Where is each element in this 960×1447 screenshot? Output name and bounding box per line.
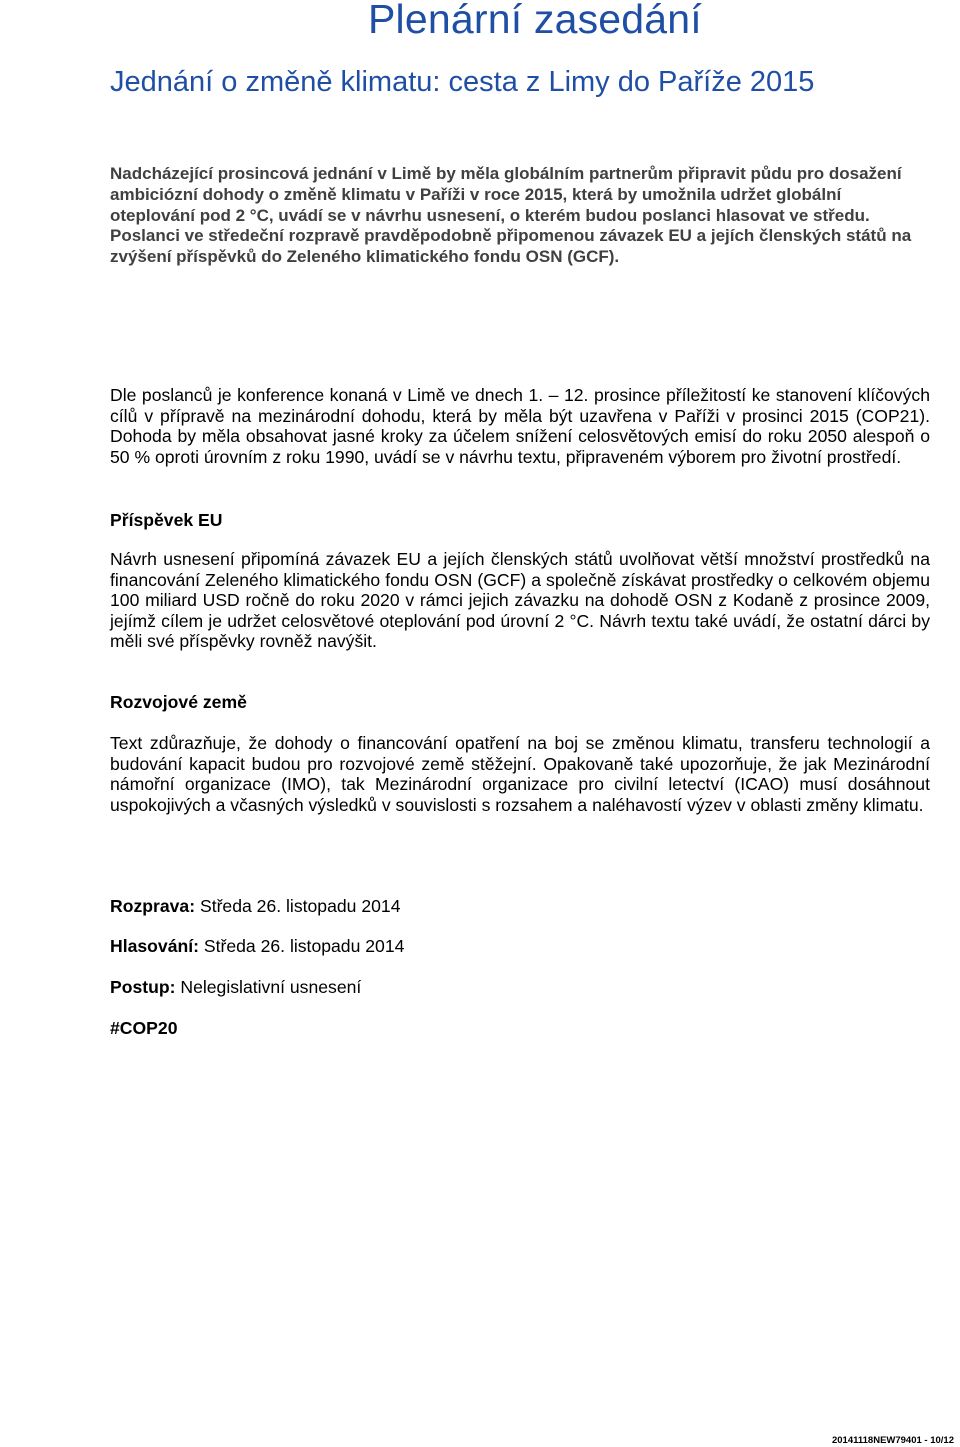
hashtag: #COP20 [110,1018,178,1038]
page-title: Plenární zasedání [368,0,702,42]
footer-document-code: 20141118NEW79401 - 10/12 [831,1435,954,1446]
developing-countries-paragraph: Text zdůrazňuje, že dohody o financování opatření na boj se změnou klimatu, transferu technologií a budování kapacit budou pro rozvojové země stěžejní. Opakovaně také upozorňuje, že jak Mezinárodní námořní organizace (IMO), tak Mezinárodní organizace pro civilní letectví (ICAO) musí dosáhnout uspokojivých a včasných výsledků v souvislosti s rozsahem a naléhavostí výzev v oblasti změny klimatu. [110,733,930,815]
debate-value: Středa 26. listopadu 2014 [199,896,401,916]
eu-contribution-paragraph: Návrh usnesení připomíná závazek EU a jejích členských států uvolňovat větší množství prostředků na financování Zeleného klimatického fondu OSN (GCF) a společně získávat prostředky o celkovém objemu 100 miliard USD ročně do roku 2020 v rámci jejich závazku na dohodě OSN z Kodaně z prosince 2009, jejímž cílem je udržet celosvětové oteplování pod úrovní 2 °C. Návrh textu také uvádí, že ostatní dárci by měli své příspěvky rovněž navýšit. [110,549,930,651]
debate-label: Rozprava: [110,896,196,916]
lead-paragraph: Nadcházející prosincová jednání v Limě by měla globálním partnerům připravit půdu pro dosažení ambiciózní dohody o změně klimatu v Paříži v roce 2015, která by umožnila udržet globální oteplování pod 2 °C, uvádí se v návrhu usnesení, o kterém budou poslanci hlasovat ve středu. Poslanci ve středeční rozpravě pravděpodobně připomenou závazek EU a jejích členských států na zvýšení příspěvků do Zeleného klimatického fondu OSN (GCF). [110,164,912,267]
vote-line [110,936,404,956]
vote-value: Středa 26. listopadu 2014 [203,936,405,956]
vote-label: Hlasování: [110,936,199,956]
procedure-label: Postup: [110,977,176,997]
section-heading-developing-countries: Rozvojové země [110,692,247,712]
hashtag-line [110,1018,177,1038]
intro-paragraph: Dle poslanců je konference konaná v Limě ve dnech 1. – 12. prosince příležitostí ke stanovení klíčových cílů v přípravě na mezinárodní dohodu, která by měla být uzavřena v Paříži v prosinci 2015 (COP21). Dohoda by měla obsahovat jasné kroky za účelem snížení celosvětových emisí do roku 2050 alespoň o 50 % oproti úrovním z roku 1990, uvádí se v návrhu textu, připraveném výborem pro životní prostředí. [110,385,930,467]
procedure-line [110,977,361,997]
section-heading-eu-contribution: Příspěvek EU [110,510,223,530]
debate-line [110,896,400,916]
article-subtitle: Jednání o změně klimatu: cesta z Limy do Paříže 2015 [110,66,815,98]
procedure-value: Nelegislativní usnesení [180,977,362,997]
